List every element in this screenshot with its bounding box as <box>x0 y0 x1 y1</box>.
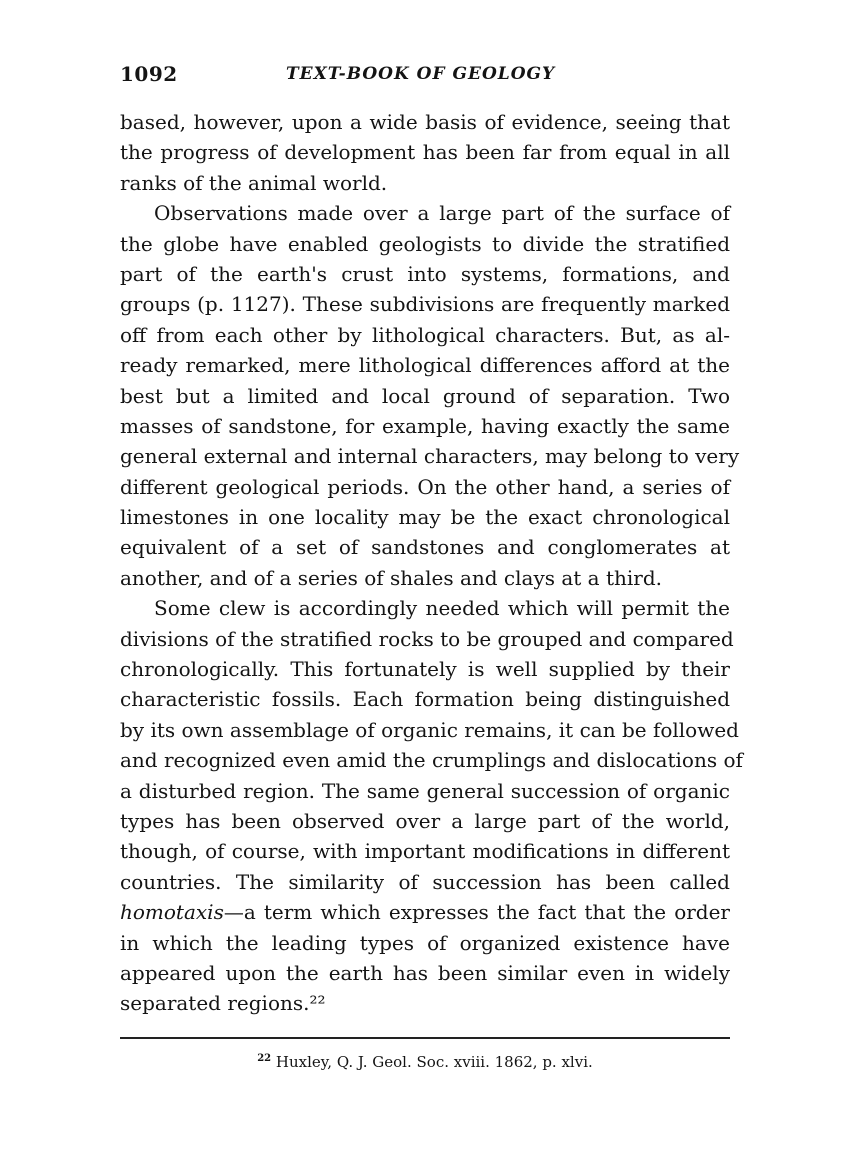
text-line: separated regions.²² <box>120 991 326 1016</box>
text-line: divisions of the stratified rocks to be grouped and compared <box>120 626 734 651</box>
text-line: groups (p. 1127). These subdivisions are frequently marked <box>120 292 730 317</box>
text-line: appeared upon the earth has been similar even in widely <box>120 960 730 985</box>
paragraph-1 <box>120 107 730 198</box>
footnote-marker: 22 <box>257 1053 272 1064</box>
text-line: off from each other by lithological characters. But, as al- <box>120 322 730 347</box>
running-head <box>120 62 730 92</box>
text-line: homotaxis—a term which expresses the fact that the order <box>120 900 730 925</box>
page-number: 1092 <box>120 62 178 86</box>
text-line: best but a limited and local ground of separation. Two <box>120 383 730 408</box>
text-line: the globe have enabled geologists to divide the stratified <box>120 231 730 256</box>
text-line: part of the earth's crust into systems, formations, and <box>120 261 730 286</box>
text-line: ranks of the animal world. <box>120 170 388 195</box>
paragraph-3 <box>120 593 743 1018</box>
text-line: equivalent of a set of sandstones and conglomerates at <box>120 535 730 560</box>
text-line: a disturbed region. The same general succession of organic <box>120 778 730 803</box>
text-line: types has been observed over a large part of the world, <box>120 808 730 833</box>
text-line: different geological periods. On the other hand, a series of <box>120 474 730 499</box>
text-line: Observations made over a large part of the surface of <box>154 201 730 226</box>
text-line: another, and of a series of shales and clays at a third. <box>120 565 663 590</box>
text-line: the progress of development has been far from equal in all <box>120 140 730 165</box>
text-line: based, however, upon a wide basis of evidence, seeing that <box>120 110 730 134</box>
text-line: Some clew is accordingly needed which will permit the <box>154 596 730 621</box>
paragraph-2 <box>120 198 740 593</box>
body-text <box>120 107 743 1019</box>
text-line: general external and internal characters, may belong to very <box>120 444 740 469</box>
text-line: masses of sandstone, for example, having exactly the same <box>120 413 730 438</box>
text-line: in which the leading types of organized existence have <box>120 930 730 955</box>
text-line: by its own assemblage of organic remains, it can be followed <box>120 717 739 742</box>
running-title: TEXT-BOOK OF GEOLOGY <box>286 64 556 84</box>
text-line: limestones in one locality may be the exact chronological <box>120 505 730 530</box>
footnote-divider <box>120 1037 730 1039</box>
text-line: countries. The similarity of succession has been called <box>120 869 730 894</box>
text-line: though, of course, with important modifications in different <box>120 839 730 864</box>
text-line: characteristic fossils. Each formation being distinguished <box>120 687 730 712</box>
footnote <box>120 1053 730 1071</box>
text-line: and recognized even amid the crumplings and dislocations of <box>120 748 743 773</box>
text-line: ready remarked, mere lithological differences afford at the <box>120 353 730 378</box>
footnote-text: Huxley, Q. J. Geol. Soc. xviii. 1862, p. xlvi. <box>275 1053 593 1071</box>
text-line: chronologically. This fortunately is well supplied by their <box>120 657 730 682</box>
italic-term: homotaxis <box>120 900 224 925</box>
